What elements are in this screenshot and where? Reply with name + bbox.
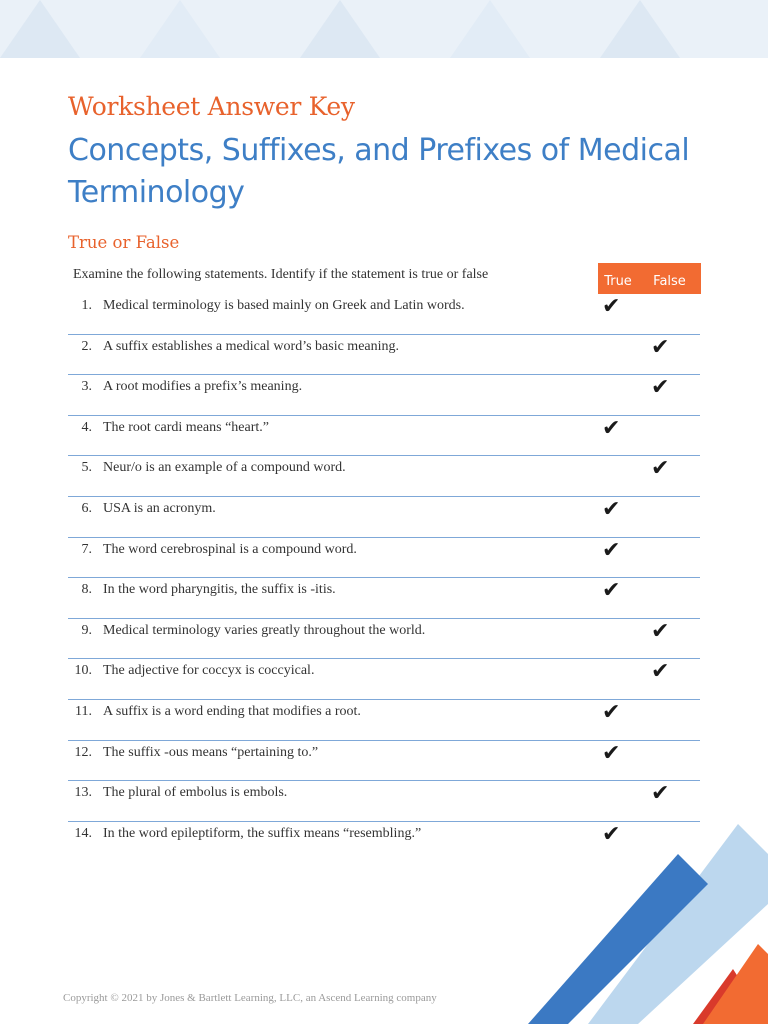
check-false-icon: ✔: [651, 456, 670, 482]
instructions-text: Examine the following statements. Identify if the statement is true or false: [73, 267, 489, 282]
table-row: [68, 741, 700, 782]
statement-text: The word cerebrospinal is a compound word.: [103, 541, 357, 557]
row-number: 12.: [74, 744, 92, 760]
check-true-icon: ✔: [602, 415, 621, 441]
column-header-false: False: [638, 263, 701, 294]
table-row: [68, 497, 700, 538]
row-number: 13.: [74, 785, 92, 801]
row-number: 8.: [81, 582, 92, 598]
decorative-top-band: [0, 0, 768, 58]
page-title: Worksheet Answer Key: [68, 92, 355, 121]
check-true-icon: ✔: [602, 496, 621, 522]
check-true-icon: ✔: [602, 740, 621, 766]
table-row: [68, 700, 700, 741]
table-row: [68, 416, 700, 457]
table-row: [68, 659, 700, 700]
statement-text: A suffix establishes a medical word’s basic meaning.: [103, 338, 400, 354]
statement-text: The root cardi means “heart.”: [103, 419, 269, 435]
row-number: 11.: [75, 703, 92, 719]
check-true-icon: ✔: [602, 294, 621, 319]
column-header-true: True: [598, 263, 638, 294]
top-pattern-graphic: [0, 0, 768, 58]
statement-text: A root modifies a prefix’s meaning.: [103, 379, 303, 395]
row-number: 3.: [81, 379, 92, 395]
check-false-icon: ✔: [651, 375, 670, 401]
table-row: [68, 538, 700, 579]
row-number: 5.: [81, 460, 92, 476]
check-true-icon: ✔: [602, 699, 621, 725]
section-heading: True or False: [68, 233, 180, 252]
statement-text: In the word pharyngitis, the suffix is -itis.: [103, 582, 336, 598]
statement-text: The adjective for coccyx is coccyical.: [103, 663, 315, 679]
row-number: 1.: [81, 298, 92, 313]
statement-text: In the word epileptiform, the suffix means “resembling.”: [103, 825, 422, 841]
statement-text: Medical terminology varies greatly throughout the world.: [103, 622, 426, 638]
row-number: 6.: [81, 500, 92, 516]
table-row: [68, 335, 700, 376]
statement-text: The plural of embolus is embols.: [103, 785, 288, 801]
statement-text: Neur/o is an example of a compound word.: [103, 460, 346, 476]
row-number: 2.: [81, 338, 92, 354]
check-false-icon: ✔: [651, 618, 670, 644]
check-true-icon: ✔: [602, 578, 621, 604]
table-row: [68, 456, 700, 497]
row-number: 4.: [81, 419, 92, 435]
statement-text: Medical terminology is based mainly on Greek and Latin words.: [103, 298, 465, 313]
table-row: [68, 578, 700, 619]
row-number: 7.: [81, 541, 92, 557]
statement-text: The suffix -ous means “pertaining to.”: [103, 744, 319, 760]
check-false-icon: ✔: [651, 659, 670, 685]
row-number: 10.: [74, 663, 92, 679]
copyright-text: Copyright © 2021 by Jones & Bartlett Learning, LLC, an Ascend Learning company: [63, 992, 437, 1004]
row-number: 14.: [74, 825, 92, 841]
statement-text: A suffix is a word ending that modifies a root.: [103, 703, 361, 719]
table-row: [68, 375, 700, 416]
row-number: 9.: [81, 622, 92, 638]
check-true-icon: ✔: [602, 537, 621, 563]
table-row: [68, 619, 700, 660]
page-subtitle: Concepts, Suffixes, and Prefixes of Medical Terminology: [68, 133, 690, 210]
answer-table: [68, 294, 700, 861]
table-row: [68, 294, 700, 335]
check-true-icon: ✔: [602, 821, 621, 847]
check-false-icon: ✔: [651, 781, 670, 807]
table-row: [68, 781, 700, 822]
decorative-corner-graphic: [528, 821, 768, 1024]
statement-text: USA is an acronym.: [103, 500, 216, 516]
check-false-icon: ✔: [651, 334, 670, 360]
